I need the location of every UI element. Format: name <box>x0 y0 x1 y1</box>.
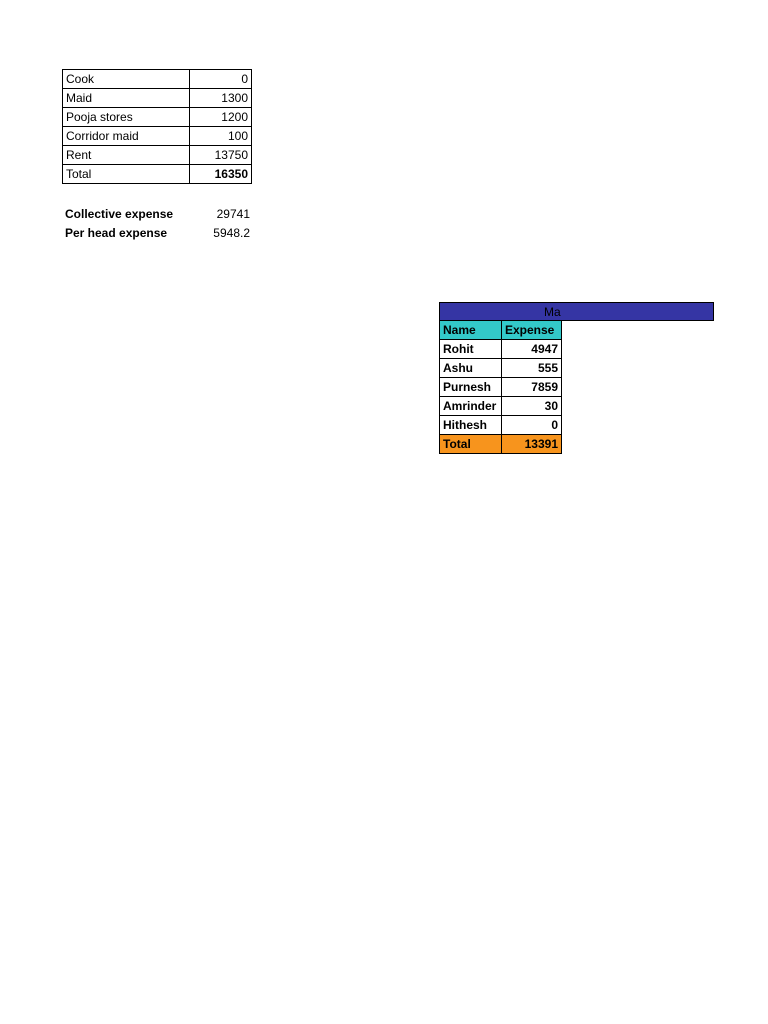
expense-value: 13750 <box>190 146 252 165</box>
expense-label: Maid <box>63 89 190 108</box>
collective-expense-label: Collective expense <box>65 207 174 221</box>
table-row <box>63 127 252 146</box>
summary-row <box>62 224 253 243</box>
expense-label: Cook <box>63 70 190 89</box>
total-label: Total <box>63 165 190 184</box>
expense-value: 0 <box>190 70 252 89</box>
person-name: Ashu <box>440 359 502 378</box>
table-row <box>440 397 562 416</box>
person-expense: 30 <box>502 397 562 416</box>
person-name: Hithesh <box>440 416 502 435</box>
person-expense-table <box>439 320 562 454</box>
person-name: Rohit <box>440 340 502 359</box>
table-banner <box>439 302 714 321</box>
expense-label: Rent <box>63 146 190 165</box>
total-label: Total <box>440 435 502 454</box>
table-row <box>440 378 562 397</box>
table-row <box>440 359 562 378</box>
table-row <box>440 340 562 359</box>
expense-value: 1200 <box>190 108 252 127</box>
person-name: Amrinder <box>440 397 502 416</box>
person-expense: 555 <box>502 359 562 378</box>
column-header-name: Name <box>440 321 502 340</box>
expense-value: 1300 <box>190 89 252 108</box>
table-row <box>63 108 252 127</box>
expense-label: Pooja stores <box>63 108 190 127</box>
summary-row <box>62 205 253 224</box>
person-expense: 0 <box>502 416 562 435</box>
per-head-expense-value: 5948.2 <box>213 226 250 240</box>
collective-expense-value: 29741 <box>216 207 250 221</box>
expense-summary <box>62 205 253 243</box>
total-value: 13391 <box>502 435 562 454</box>
person-name: Purnesh <box>440 378 502 397</box>
table-row <box>63 70 252 89</box>
column-header-expense: Expense <box>502 321 562 340</box>
total-row <box>63 165 252 184</box>
table-row <box>440 416 562 435</box>
banner-title: Ma <box>544 305 561 319</box>
total-row <box>440 435 562 454</box>
header-row <box>440 321 562 340</box>
expense-table <box>62 69 252 184</box>
person-expense: 7859 <box>502 378 562 397</box>
expense-value: 100 <box>190 127 252 146</box>
person-expense: 4947 <box>502 340 562 359</box>
table-row <box>63 89 252 108</box>
total-value: 16350 <box>190 165 252 184</box>
table-row <box>63 146 252 165</box>
per-head-expense-label: Per head expense <box>65 226 168 240</box>
expense-label: Corridor maid <box>63 127 190 146</box>
